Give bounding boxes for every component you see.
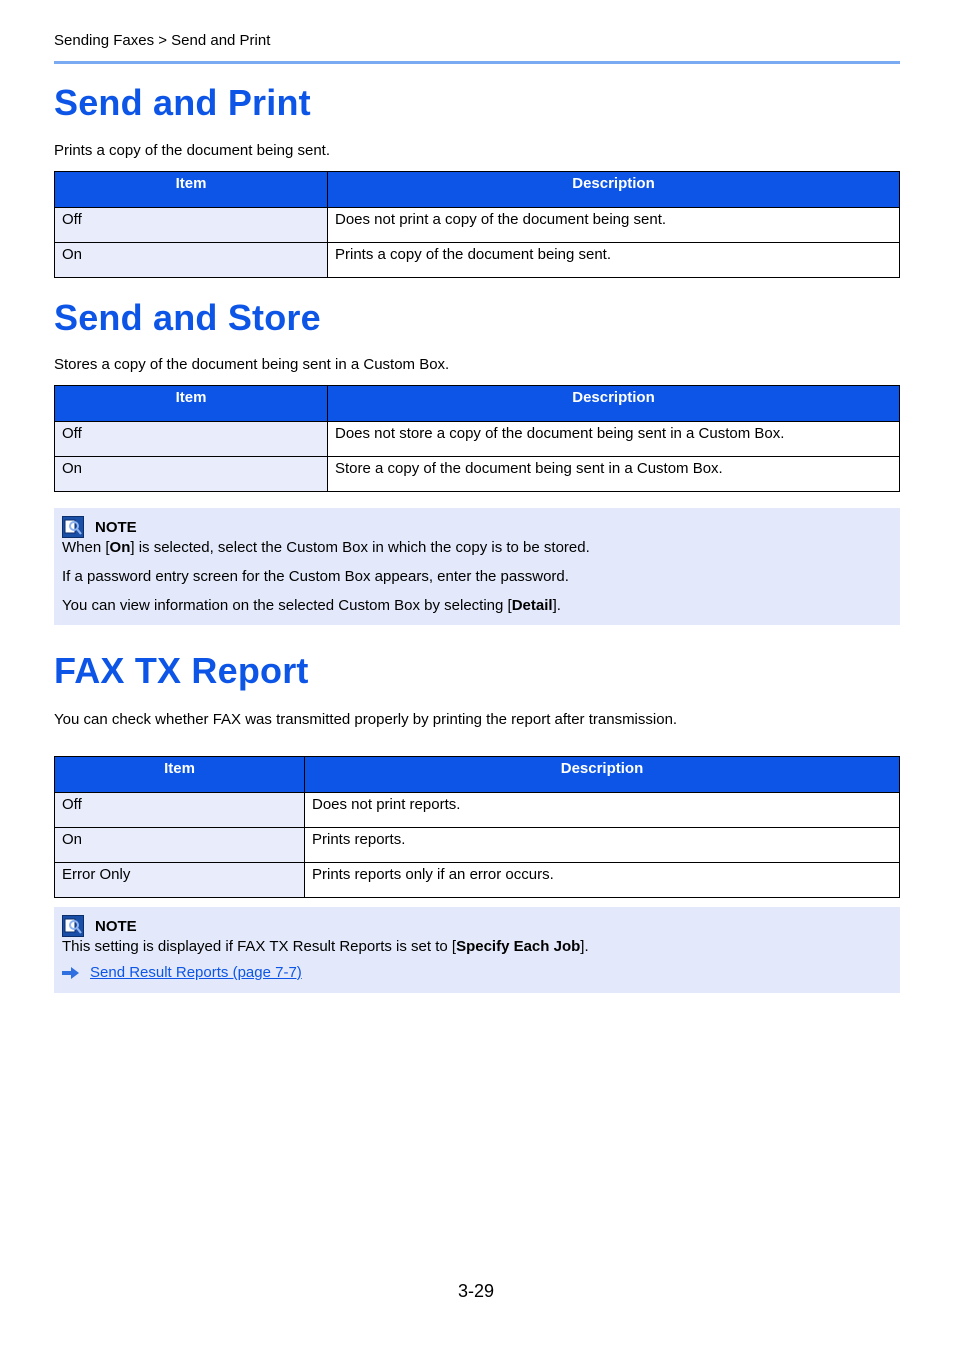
arrow-right-icon [62, 967, 79, 979]
table-row [55, 828, 900, 863]
table-row [55, 793, 900, 828]
note-header [62, 516, 892, 538]
note-text [62, 538, 892, 558]
section-lead: You can check whether FAX was transmitted properly by printing the report after transmission. [54, 711, 678, 728]
breadcrumb: Sending Faxes > Send and Print [54, 32, 271, 49]
note-header [62, 915, 892, 937]
cell-description: Does not store a copy of the document being sent in a Custom Box. [328, 422, 900, 457]
cell-item: Off [55, 422, 328, 457]
cell-description: Does not print a copy of the document being sent. [328, 208, 900, 243]
column-header-description: Description [328, 386, 900, 422]
settings-table-send-and-store [54, 385, 900, 492]
note-magnifier-icon [62, 915, 84, 937]
cell-description: Prints reports. [305, 828, 900, 863]
section-title-fax-tx-report: FAX TX Report [54, 650, 309, 691]
note-text [62, 937, 892, 957]
column-header-item: Item [55, 386, 328, 422]
note-key-on: On [109, 539, 131, 556]
table-row [55, 422, 900, 457]
cell-description: Prints a copy of the document being sent. [328, 243, 900, 278]
note-key-specify-each-job: Specify Each Job [456, 938, 581, 955]
column-header-description: Description [328, 172, 900, 208]
section-title-send-and-store: Send and Store [54, 297, 321, 338]
note-box [54, 508, 900, 625]
cell-item: On [55, 457, 328, 492]
note-text-part: ]. [580, 938, 589, 955]
table-row [55, 208, 900, 243]
page-number: 3-29 [458, 1281, 495, 1301]
table-row [55, 243, 900, 278]
note-title: NOTE [95, 917, 137, 935]
section-lead: Stores a copy of the document being sent in a Custom Box. [54, 356, 450, 373]
note-text [62, 596, 892, 616]
cell-description: Does not print reports. [305, 793, 900, 828]
table-row [55, 457, 900, 492]
cell-item: On [55, 243, 328, 278]
note-title: NOTE [95, 518, 137, 536]
table-header-row [55, 757, 900, 793]
section-title-send-and-print: Send and Print [54, 82, 311, 123]
column-header-description: Description [305, 757, 900, 793]
cell-item: On [55, 828, 305, 863]
settings-table-fax-tx-report [54, 756, 900, 898]
note-text: If a password entry screen for the Custom Box appears, enter the password. [62, 568, 569, 585]
cell-description: Prints reports only if an error occurs. [305, 863, 900, 898]
note-magnifier-icon [62, 516, 84, 538]
note-text-part: ]. [552, 597, 561, 614]
table-header-row [55, 386, 900, 422]
cell-description: Store a copy of the document being sent in a Custom Box. [328, 457, 900, 492]
note-text-part: This setting is displayed if FAX TX Result Reports is set to [ [62, 938, 457, 955]
settings-table-send-and-print [54, 171, 900, 278]
note-key-detail: Detail [511, 597, 553, 614]
section-lead: Prints a copy of the document being sent. [54, 142, 330, 159]
note-box [54, 907, 900, 993]
table-row [55, 863, 900, 898]
column-header-item: Item [55, 757, 305, 793]
cell-item: Off [55, 208, 328, 243]
column-header-item: Item [55, 172, 328, 208]
reference-link-row [62, 964, 892, 981]
cell-item: Error Only [55, 863, 305, 898]
note-text-part: You can view information on the selected Custom Box by selecting [ [62, 597, 512, 614]
note-text-part: ] is selected, select the Custom Box in which the copy is to be stored. [130, 539, 590, 556]
header-rule [54, 61, 900, 64]
cell-item: Off [55, 793, 305, 828]
send-result-reports-link[interactable]: Send Result Reports (page 7-7) [90, 964, 302, 981]
note-text-part: When [ [62, 539, 110, 556]
table-header-row [55, 172, 900, 208]
